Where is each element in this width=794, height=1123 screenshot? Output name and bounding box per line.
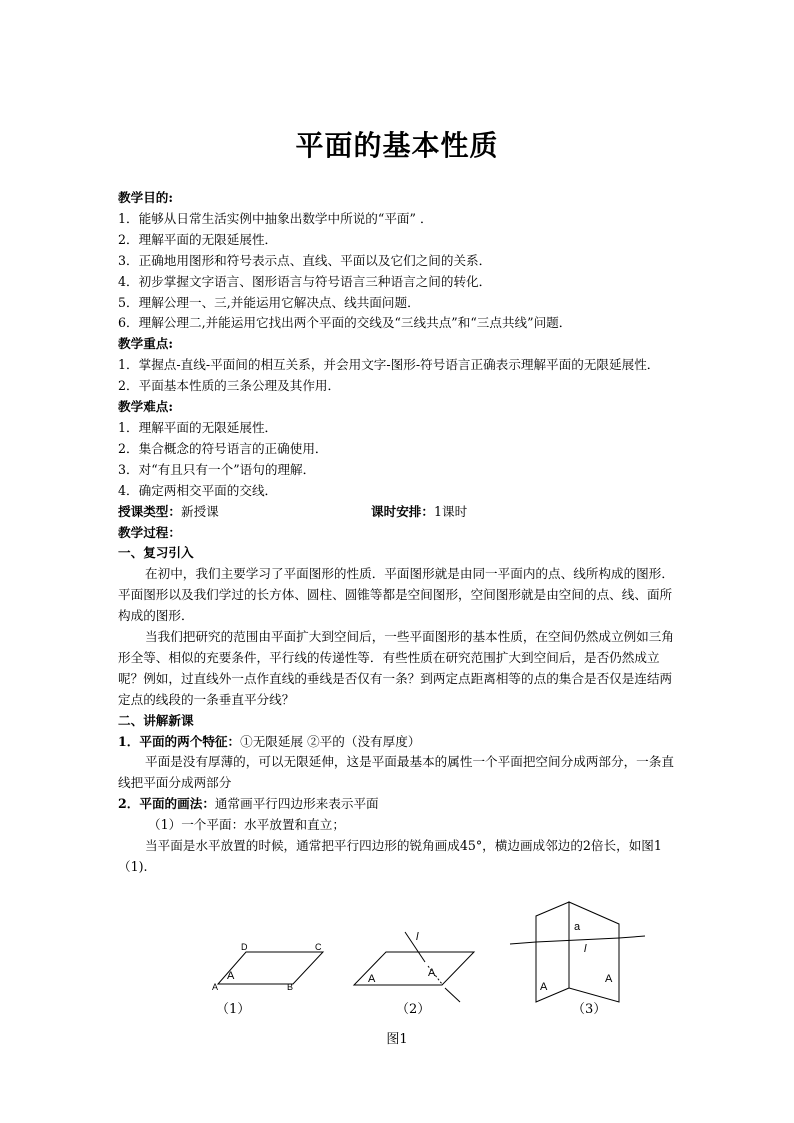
feature-label: 1．平面的两个特征： bbox=[118, 733, 241, 749]
line-label: l bbox=[416, 931, 419, 943]
vertex-label-c: C bbox=[315, 942, 322, 952]
objectives-heading: 教学目的: bbox=[118, 190, 174, 205]
difficulty-item: 2．集合概念的符号语言的正确使用． bbox=[118, 440, 328, 456]
key-point-item: 1．掌握点-直线-平面间的相互关系，并会用文字-图形-符号语言正确表示理解平面的无限延展性． bbox=[118, 357, 660, 373]
course-type-label: 授课类型： bbox=[118, 503, 181, 519]
vertex-label-b: B bbox=[287, 982, 294, 992]
line-l-middle bbox=[536, 938, 619, 942]
difficulty-item: 3．对“有且只有一个”语句的理解． bbox=[118, 461, 316, 477]
drawing-value: 通常画平行四边形来表示平面 bbox=[214, 796, 379, 812]
course-info-row bbox=[118, 502, 678, 523]
schedule-value: 1课时 bbox=[433, 503, 468, 519]
line-l-upper bbox=[405, 932, 425, 962]
objective-item: 3．正确地用图形和符号表示点、直线、平面以及它们之间的关系． bbox=[118, 252, 492, 268]
page-title: 平面的基本性质 bbox=[295, 129, 499, 162]
plane-label: A bbox=[227, 970, 235, 982]
line-l-lower bbox=[445, 988, 460, 1002]
drawing-label: 2．平面的画法： bbox=[118, 796, 215, 812]
plane-label: A bbox=[368, 973, 376, 985]
subsection-1-paragraph: 当平面是水平放置的时候，通常把平行四边形的锐角画成45°，横边画成邻边的2倍长，如图1（1). bbox=[118, 838, 662, 874]
feature-value: ①无限延展 ②平的（没有厚度） bbox=[240, 733, 421, 749]
lesson-content bbox=[118, 188, 678, 878]
line-label: l bbox=[584, 943, 587, 955]
figure-1-3-caption: （3） bbox=[572, 1002, 607, 1017]
schedule-label: 课时安排： bbox=[371, 503, 434, 519]
objective-item: 2．理解平面的无限延展性． bbox=[118, 231, 278, 247]
key-points-heading: 教学重点: bbox=[118, 336, 174, 352]
objective-item: 1．能够从日常生活实例中抽象出数学中所说的“平面” ． bbox=[118, 210, 433, 226]
course-type-value: 新授课 bbox=[180, 503, 219, 519]
review-heading: 一、复习引入 bbox=[118, 545, 194, 561]
vertex-label-d: D bbox=[241, 942, 248, 952]
objective-item: 5．理解公理一、三,并能运用它解决点、线共面问题． bbox=[118, 294, 420, 310]
new-lesson-heading: 二、讲解新课 bbox=[118, 712, 194, 728]
review-paragraph-1: 在初中，我们主要学习了平面图形的性质．平面图形就是由同一平面内的点、线所构成的图形．平面图形以及我们学过的长方体、圆柱、圆锥等都是空间图形，空间图形就是由空间的点、线、面所构成的图形． bbox=[118, 566, 674, 624]
plane-label-right: A bbox=[605, 973, 613, 985]
feature-paragraph: 平面是没有厚薄的，可以无限延伸，这是平面最基本的属性一个平面把空间分成两部分，一条直线把平面分成两部分 bbox=[118, 754, 674, 791]
vertical-plane-right bbox=[569, 902, 619, 1002]
figure-1-2-caption: （2） bbox=[396, 1002, 431, 1017]
difficulty-item: 1．理解平面的无限延展性． bbox=[118, 419, 278, 435]
line-l-right bbox=[619, 936, 645, 938]
vertex-label-a: A bbox=[212, 982, 219, 992]
plane-a-label: a bbox=[574, 921, 581, 933]
point-label: A bbox=[428, 967, 436, 979]
figure-1-2-diagram bbox=[354, 932, 474, 1002]
drawing-row bbox=[118, 794, 678, 815]
difficulty-item: 4．确定两相交平面的交线． bbox=[118, 482, 278, 498]
review-paragraph-2: 当我们把研究的范围由平面扩大到空间后，一些平面图形的基本性质，在空间仍然成立例如三角形全等、相似的充要条件，平行线的传递性等．有些性质在研究范围扩大到空间后，是否仍然成立呢？例如，过直线外一点作直线的垂线是否仅有一条？到两定点距离相等的点的集合是否仅是连结两定点的线段的一条垂直平分线？ bbox=[118, 629, 674, 707]
objective-item: 6．理解公理二,并能运用它找出两个平面的交线及“三线共点”和“三点共线”问题． bbox=[118, 315, 572, 331]
plane-label-left: A bbox=[540, 981, 548, 993]
difficulties-heading: 教学难点: bbox=[118, 399, 174, 415]
line-l-left bbox=[510, 942, 536, 944]
feature-row bbox=[118, 732, 678, 753]
process-heading: 教学过程： bbox=[118, 524, 181, 540]
key-point-item: 2．平面基本性质的三条公理及其作用． bbox=[118, 378, 341, 394]
subsection-1: （1）一个平面：水平放置和直立； bbox=[148, 817, 345, 833]
figure-title: 图1 bbox=[386, 1032, 408, 1047]
objective-item: 4．初步掌握文字语言、图形语言与符号语言三种语言之间的转化． bbox=[118, 273, 492, 289]
figure-1-1-caption: （1） bbox=[216, 1002, 251, 1017]
figure-1-3-diagram bbox=[510, 902, 645, 1002]
